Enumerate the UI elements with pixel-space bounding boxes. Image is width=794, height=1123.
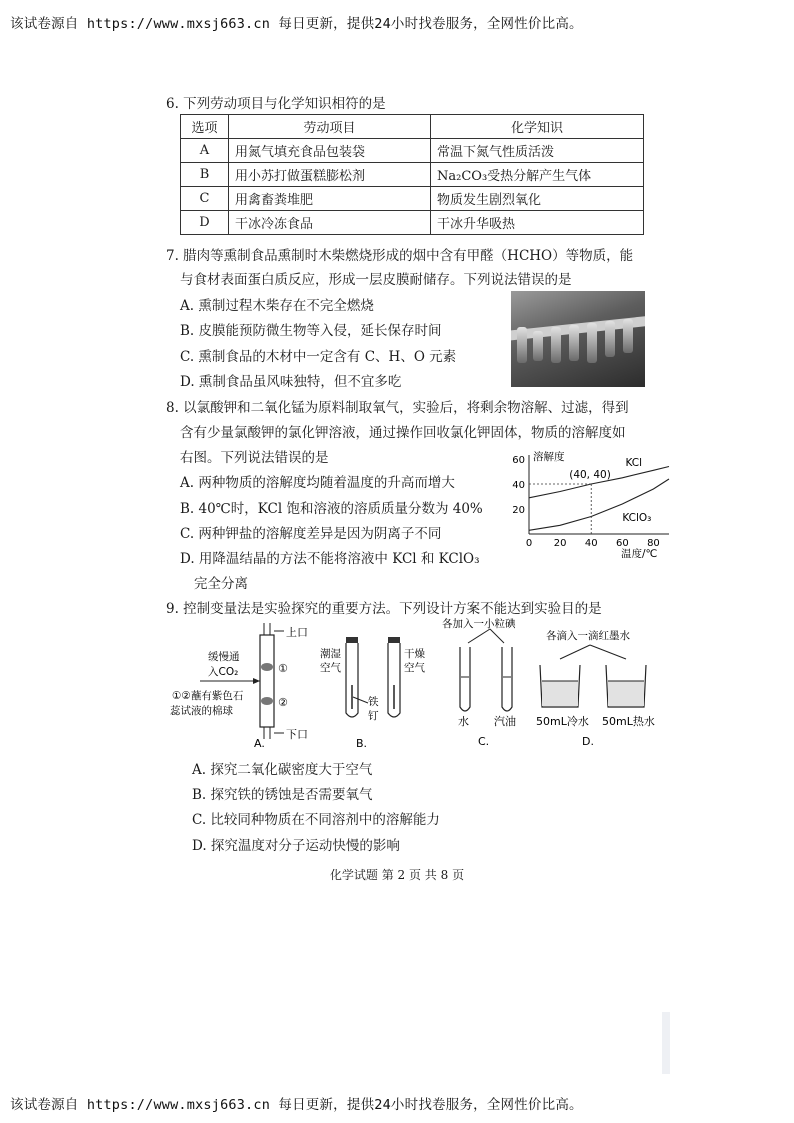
figure-a-marker-2: ②: [278, 696, 288, 709]
q8-option-a: A. 两种物质的溶解度均随着温度的升高而增大: [180, 475, 455, 491]
x-tick-label: 40: [584, 538, 598, 549]
q9-option-b: B. 探究铁的锈蚀是否需要氧气: [192, 787, 373, 803]
q8-option-d: D. 用降温结晶的方法不能将溶液中 KCl 和 KClO₃: [180, 551, 480, 567]
x-tick-label: 0: [525, 538, 533, 549]
q9-figures: [160, 615, 665, 755]
figure-a-bottom-label: 下口: [286, 728, 308, 741]
x-axis-label: 温度/℃: [621, 548, 658, 558]
table-cell: 常温下氮气性质活泼: [431, 139, 644, 163]
table-cell: 用小苏打做蛋糕膨松剂: [229, 163, 431, 187]
q9-stem: 9. 控制变量法是实验探究的重要方法。下列设计方案不能达到实验目的是: [166, 601, 602, 617]
table-row: [181, 187, 644, 211]
solubility-chart: [505, 448, 680, 558]
point-annotation: (40, 40): [569, 469, 611, 481]
q7-option-c: C. 熏制食品的木材中一定含有 C、H、O 元素: [180, 349, 457, 365]
q7-stem-line2: 与食材表面蛋白质反应，形成一层皮膜耐储存。下列说法错误的是: [180, 272, 572, 288]
series-label-kcl: KCl: [625, 457, 643, 469]
q6-stem: 6. 下列劳动项目与化学知识相符的是: [166, 96, 386, 112]
figure-a-top-label: 上口: [286, 626, 308, 639]
figure-c-water-label: 水: [458, 715, 469, 728]
x-tick-label: 60: [615, 538, 629, 549]
table-cell: 用禽畜粪堆肥: [229, 187, 431, 211]
q8-option-b: B. 40℃时，KCl 饱和溶液的溶质质量分数为 40%: [180, 501, 483, 517]
figure-a-inlet-line2: 入CO₂: [208, 666, 239, 678]
figure-a-inlet-line1: 缓慢通: [208, 651, 240, 663]
table-header: 选项: [181, 115, 229, 139]
figure-c-gasoline-label: 汽油: [494, 715, 516, 728]
y-tick-label: 40: [512, 480, 525, 491]
y-axis-label: 溶解度: [533, 451, 565, 463]
table-row: [181, 139, 644, 163]
table-header-row: [181, 115, 644, 139]
q8-stem-line1: 8. 以氯酸钾和二氧化锰为原料制取氧气，实验后，将剩余物溶解、过滤，得到: [166, 400, 629, 416]
q7-option-d: D. 熏制食品虽风味独特，但不宜多吃: [180, 374, 402, 390]
x-tick-label: 20: [553, 538, 567, 549]
q8-option-d-cont: 完全分离: [194, 576, 248, 592]
table-cell: 干冰升华吸热: [431, 211, 644, 235]
figure-b-nail-line1: 铁: [368, 696, 379, 708]
source-banner-top: 该试卷源自 https://www.mxsj663.cn 每日更新，提供24小时找卷服务，全网性价比高。: [10, 16, 583, 32]
figure-b-nail-line2: 钉: [368, 710, 379, 722]
q6-table: [180, 114, 644, 235]
table-cell: D: [181, 211, 229, 235]
q8-stem-line3: 右图。下列说法错误的是: [180, 450, 329, 466]
table-header: 化学知识: [431, 115, 644, 139]
q7-option-b: B. 皮膜能预防微生物等入侵，延长保存时间: [180, 323, 442, 339]
x-tick-label: 80: [647, 538, 660, 549]
y-tick-label: 20: [512, 505, 525, 516]
figure-b-caption: B.: [356, 737, 368, 750]
table-header: 劳动项目: [229, 115, 431, 139]
q9-option-d: D. 探究温度对分子运动快慢的影响: [192, 838, 400, 854]
table-cell: B: [181, 163, 229, 187]
scan-smudge: [662, 1012, 670, 1074]
figure-a-tube: [200, 623, 284, 739]
q9-option-a: A. 探究二氧化碳密度大于空气: [192, 762, 373, 778]
source-banner-bottom: 该试卷源自 https://www.mxsj663.cn 每日更新，提供24小时找卷服务，全网性价比高。: [10, 1097, 583, 1113]
figure-a-note-line1: ①②蘸有紫色石: [172, 690, 244, 702]
table-row: [181, 211, 644, 235]
table-cell: 物质发生剧烈氧化: [431, 187, 644, 211]
series-label-kclo3: KClO₃: [622, 512, 652, 524]
q7-stem-line1: 7. 腊肉等熏制食品熏制时木柴燃烧形成的烟中含有甲醛（HCHO）等物质，能: [166, 248, 634, 264]
table-cell: 用氮气填充食品包装袋: [229, 139, 431, 163]
figure-b-wet-line1: 潮湿: [320, 648, 341, 660]
q8-stem-line2: 含有少量氯酸钾的氯化钾溶液，通过操作回收氯化钾固体，物质的溶解度如: [180, 425, 626, 441]
figure-d-top-label: 各滴入一滴红墨水: [546, 630, 630, 642]
smoked-meat-photo: [511, 291, 645, 387]
q9-option-c: C. 比较同种物质在不同溶剂中的溶解能力: [192, 812, 440, 828]
table-cell: 干冰冷冻食品: [229, 211, 431, 235]
figure-c-tubes: [460, 629, 512, 711]
table-row: [181, 163, 644, 187]
figure-b-dry-line2: 空气: [404, 662, 425, 674]
figure-d-cold-label: 50mL冷水: [536, 715, 589, 728]
figure-d-hot-label: 50mL热水: [602, 715, 655, 728]
table-cell: A: [181, 139, 229, 163]
figure-d-caption: D.: [582, 735, 594, 748]
figure-b-dry-line1: 干燥: [404, 648, 425, 660]
figure-a-note-line2: 蕊试液的棉球: [170, 705, 233, 717]
figure-a-caption: A.: [254, 737, 265, 750]
table-cell: Na₂CO₃受热分解产生气体: [431, 163, 644, 187]
figure-c-top-label: 各加入一小粒碘: [442, 618, 516, 630]
y-tick-label: 60: [512, 455, 525, 466]
figure-d-beakers: [540, 645, 646, 707]
q8-option-c: C. 两种钾盐的溶解度差异是因为阴离子不同: [180, 526, 442, 542]
figure-a-marker-1: ①: [278, 662, 288, 675]
figure-b-wet-line2: 空气: [320, 662, 341, 674]
figure-c-caption: C.: [478, 735, 490, 748]
q7-option-a: A. 熏制过程木柴存在不完全燃烧: [180, 298, 374, 314]
page-footer: 化学试题 第 2 页 共 8 页: [329, 868, 465, 882]
table-cell: C: [181, 187, 229, 211]
